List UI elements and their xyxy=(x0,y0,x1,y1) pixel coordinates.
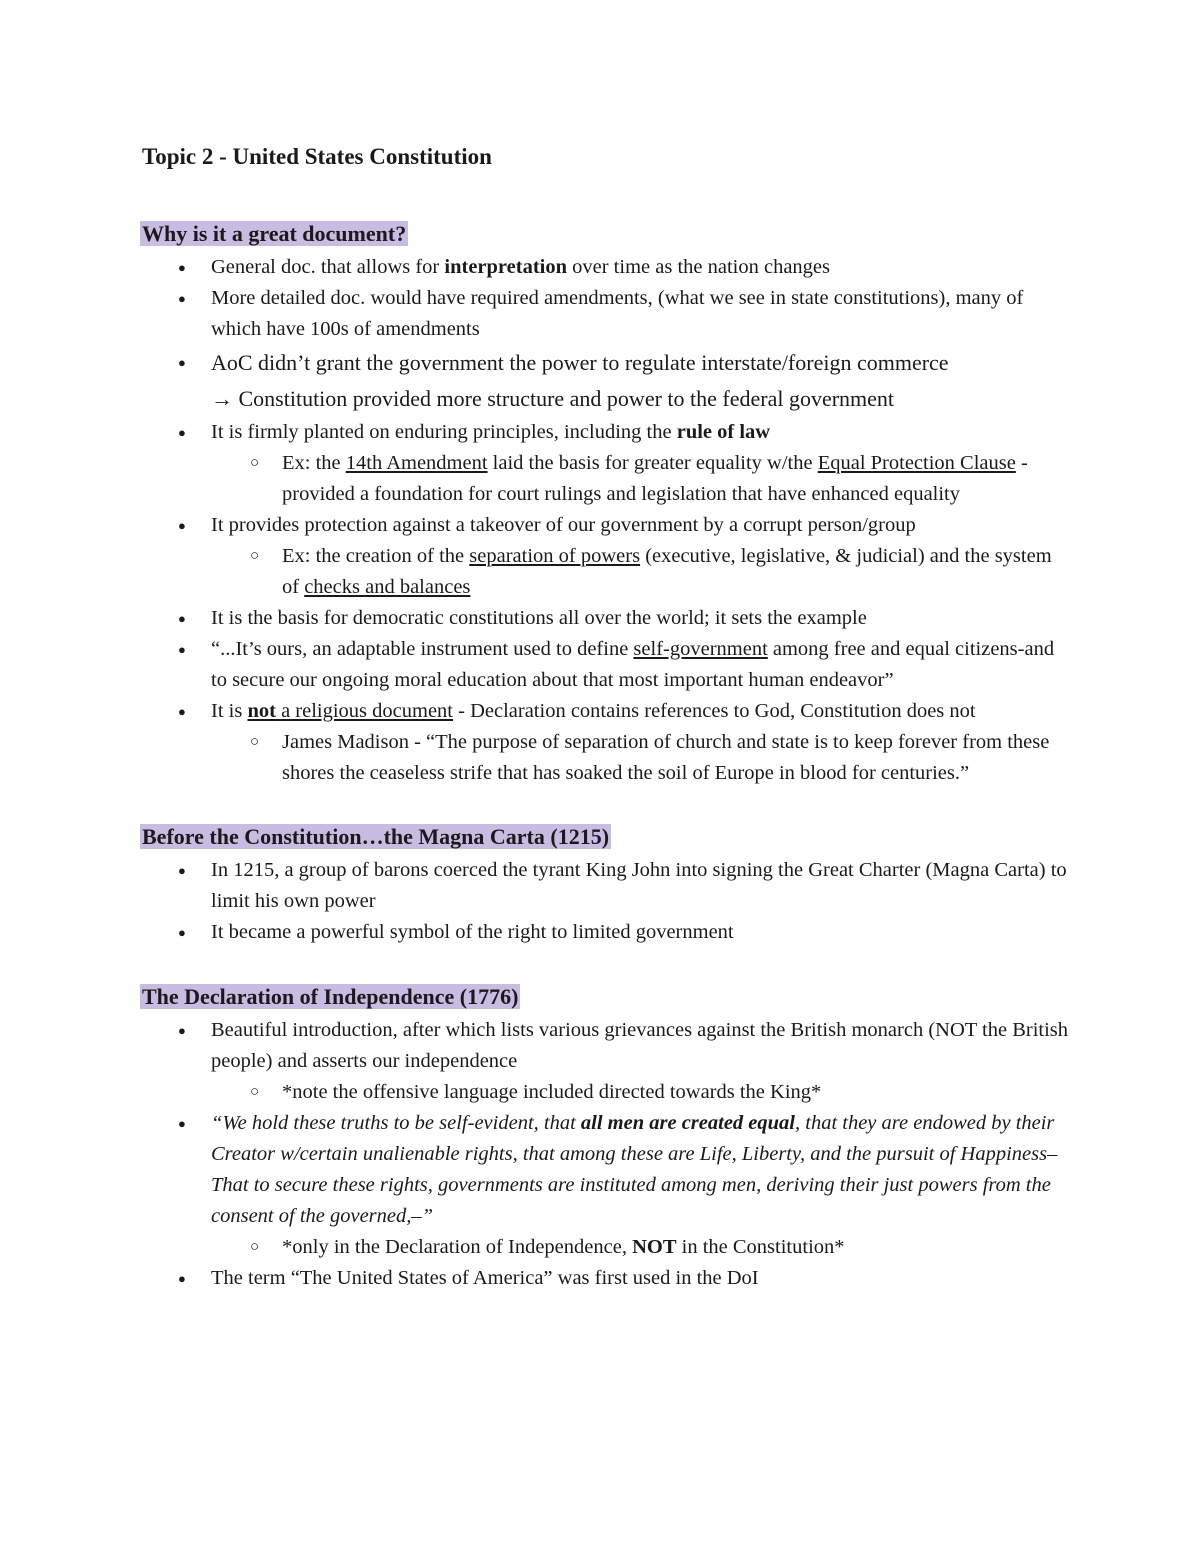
sub-list-item: ○ Ex: the creation of the separation of powers (executive, legislative, & judicial) and the system of checks and balances xyxy=(142,541,1072,603)
bullet-list-great-document xyxy=(142,252,1072,789)
list-item: ● It is firmly planted on enduring principles, including the rule of law xyxy=(142,417,1072,448)
list-item: ● It is not a religious document - Declaration contains references to God, Constitution does not xyxy=(142,696,1072,727)
section-heading-great-document: Why is it a great document? xyxy=(142,221,407,246)
list-item: ● AoC didn’t grant the government the power to regulate interstate/foreign commerce → Constitution provided more structure and power to the federal government xyxy=(142,345,1072,417)
document-title: Topic 2 - United States Constitution xyxy=(142,144,492,169)
sub-list-item: ○ James Madison - “The purpose of separation of church and state is to keep forever from these shores the ceaseless strife that has soaked the soil of Europe in blood for centuries.” xyxy=(142,727,1072,789)
document-page xyxy=(142,140,1072,1294)
bullet-list-magna-carta xyxy=(142,855,1072,948)
list-item: ● Beautiful introduction, after which lists various grievances against the British monarch (NOT the British people) and asserts our independence xyxy=(142,1015,1072,1077)
list-item: ● General doc. that allows for interpretation over time as the nation changes xyxy=(142,252,1072,283)
sub-list-item: ○ *note the offensive language included directed towards the King* xyxy=(142,1077,1072,1108)
sub-list-item: ○ Ex: the 14th Amendment laid the basis for greater equality w/the Equal Protection Clause - provided a foundation for court rulings and legislation that have enhanced equality xyxy=(142,448,1072,510)
list-item: ● “...It’s ours, an adaptable instrument used to define self-government among free and equal citizens-and to secure our ongoing moral education about that most important human endeavor” xyxy=(142,634,1072,696)
list-item-quote: ● “We hold these truths to be self-evident, that all men are created equal, that they are endowed by their Creator w/certain unalienable rights, that among these are Life, Liberty, and the pursuit of Happiness–That to secure these rights, governments are instituted among men, deriving their just powers from the consent of the governed,–” xyxy=(142,1108,1072,1232)
list-item: ● More detailed doc. would have required amendments, (what we see in state constitutions), many of which have 100s of amendments xyxy=(142,283,1072,345)
sub-list-item: ○ *only in the Declaration of Independence, NOT in the Constitution* xyxy=(142,1232,1072,1263)
list-item: ● It provides protection against a takeover of our government by a corrupt person/group xyxy=(142,510,1072,541)
list-item: ● It became a powerful symbol of the right to limited government xyxy=(142,917,1072,948)
list-item: ● In 1215, a group of barons coerced the tyrant King John into signing the Great Charter (Magna Carta) to limit his own power xyxy=(142,855,1072,917)
section-heading-declaration: The Declaration of Independence (1776) xyxy=(142,984,519,1009)
section-heading-magna-carta: Before the Constitution…the Magna Carta (1215) xyxy=(142,824,610,849)
bullet-list-declaration xyxy=(142,1015,1072,1294)
list-item: ● It is the basis for democratic constitutions all over the world; it sets the example xyxy=(142,603,1072,634)
list-item: ● The term “The United States of America” was first used in the DoI xyxy=(142,1263,1072,1294)
